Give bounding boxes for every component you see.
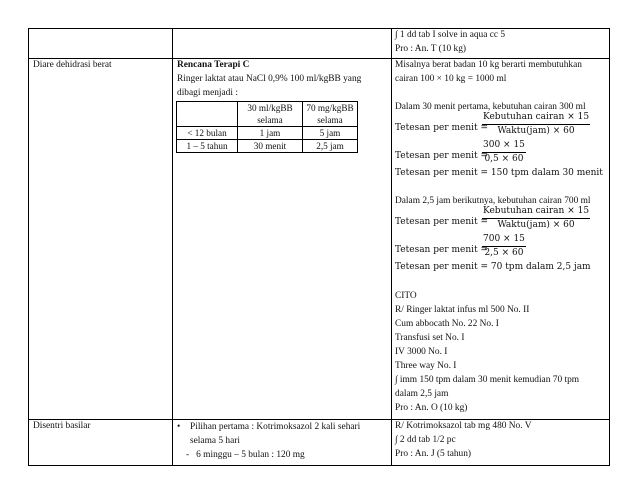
table-row xyxy=(177,140,358,153)
diagnosis-label-2: Disentri basilar xyxy=(33,421,91,431)
diagnosis-label: Diare dehidrasi berat xyxy=(33,60,112,70)
example-line1: Misalnya berat badan 10 kg berarti membutuhkan xyxy=(395,60,582,70)
rx2-line: Pro : An. J (5 tahun) xyxy=(395,449,472,459)
grid-top-border xyxy=(28,28,610,29)
top-rx-line1: ∫ 1 dd tab I solve in aqua cc 5 xyxy=(395,30,506,40)
formula3-denominator: Waktu(jam) × 60 xyxy=(497,220,575,230)
formula4-numerator: 700 × 15 xyxy=(482,234,526,247)
formula3-numerator: Kebutuhan cairan × 15 xyxy=(482,206,590,219)
formula4-fraction xyxy=(482,234,526,259)
phase2-heading: Dalam 2,5 jam berikutnya, kebutuhan cairan 700 ml xyxy=(395,196,591,206)
grid-left-border xyxy=(28,28,29,466)
formula1-denominator: Waktu(jam) × 60 xyxy=(497,126,575,136)
plan-line2: dibagi menjadi : xyxy=(177,88,238,98)
table-cell: < 12 bulan xyxy=(177,127,238,140)
formula1-fraction xyxy=(482,112,590,137)
formula2-fraction xyxy=(482,140,526,165)
grid-col-divider-1 xyxy=(172,28,173,466)
formula4-label: Tetesan per menit = xyxy=(395,245,489,255)
treatment-bullet-line1: Pilihan pertama : Kotrimoksazol 2 kali sehari xyxy=(190,422,361,432)
formula3-fraction xyxy=(482,206,590,231)
grid-right-border xyxy=(609,28,610,466)
formula2-label: Tetesan per menit = xyxy=(395,151,489,161)
rx-line: ∫ imm 150 tpm dalam 30 menit kemudian 70 tpm xyxy=(395,375,580,385)
rx-line: Cum abbocath No. 22 No. I xyxy=(395,319,499,329)
table-header-row xyxy=(177,102,358,127)
rx2-line: ∫ 2 dd tab 1/2 pc xyxy=(395,435,456,445)
table-header-col1-line1: 30 ml/kgBB xyxy=(247,103,293,113)
table-cell: 1 jam xyxy=(238,127,303,140)
rx-line: dalam 2,5 jam xyxy=(395,389,449,399)
treatment-bullet-line2: selama 5 hari xyxy=(190,436,240,446)
bullet-marker: • xyxy=(177,422,181,432)
formula3-label: Tetesan per menit = xyxy=(395,217,489,227)
treatment-dose-line: - 6 minggu – 5 bulan : 120 mg xyxy=(186,450,305,460)
rx-line: R/ Ringer laktat infus ml 500 No. II xyxy=(395,305,530,315)
result1: Tetesan per menit = 150 tpm dalam 30 menit xyxy=(395,168,603,178)
rx-line: IV 3000 No. I xyxy=(395,347,448,357)
grid-bottom-border xyxy=(28,465,610,466)
grid-col-divider-2 xyxy=(391,28,392,466)
table-header-col2-line2: selama xyxy=(317,115,343,125)
formula2-denominator: 0,5 × 60 xyxy=(484,154,524,164)
table-header-col1-line2: selama xyxy=(257,115,283,125)
plan-title: Rencana Terapi C xyxy=(177,60,250,70)
table-row xyxy=(177,127,358,140)
table-header-col2 xyxy=(303,102,358,127)
table-header-blank xyxy=(177,102,238,127)
rx-line: Transfusi set No. I xyxy=(395,333,465,343)
rx-line: Pro : An. O (10 kg) xyxy=(395,403,468,413)
example-line2: cairan 100 × 10 kg = 1000 ml xyxy=(395,74,507,84)
table-header-col1 xyxy=(238,102,303,127)
rx2-line: R/ Kotrimoksazol tab mg 480 No. V xyxy=(395,421,532,431)
phase1-heading: Dalam 30 menit pertama, kebutuhan cairan 300 ml xyxy=(395,102,586,112)
table-header-col2-line1: 70 mg/kgBB xyxy=(306,103,354,113)
formula1-label: Tetesan per menit = xyxy=(395,123,489,133)
table-cell: 5 jam xyxy=(303,127,358,140)
table-cell: 1 – 5 tahun xyxy=(177,140,238,153)
formula1-numerator: Kebutuhan cairan × 15 xyxy=(482,112,590,125)
table-cell: 30 menit xyxy=(238,140,303,153)
plan-line1: Ringer laktat atau NaCl 0,9% 100 ml/kgBB yang xyxy=(177,74,362,84)
table-cell: 2,5 jam xyxy=(303,140,358,153)
rehydration-schedule-table xyxy=(176,101,358,153)
formula4-denominator: 2,5 × 60 xyxy=(484,248,524,258)
rx-line: Three way No. I xyxy=(395,361,457,371)
top-rx-line2: Pro : An. T (10 kg) xyxy=(395,44,467,54)
formula2-numerator: 300 × 15 xyxy=(482,140,526,153)
rx-line: CITO xyxy=(395,291,417,301)
result2: Tetesan per menit = 70 tpm dalam 2,5 jam xyxy=(395,262,591,272)
